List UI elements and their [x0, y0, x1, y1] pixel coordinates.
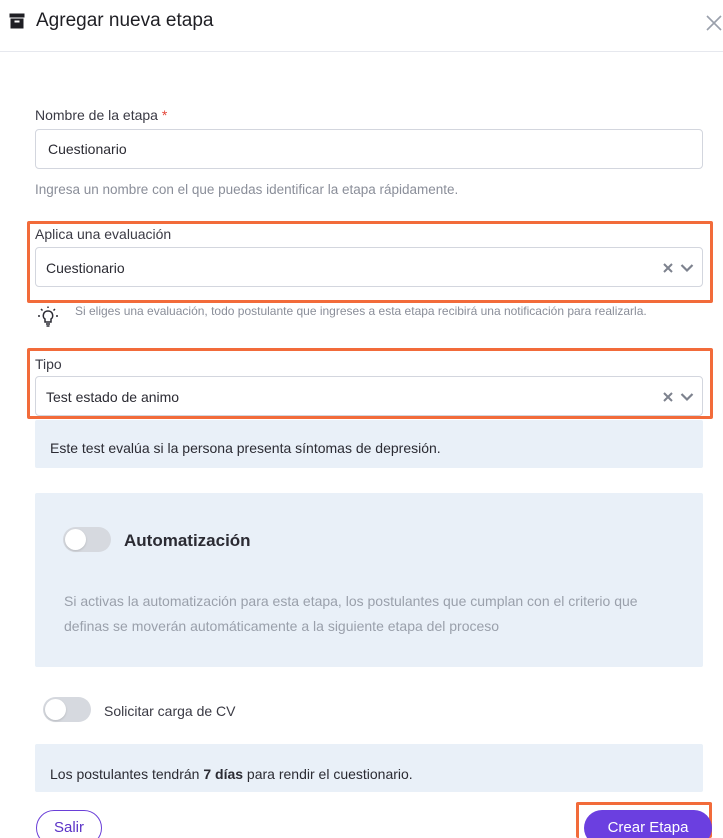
- stage-name-input[interactable]: [35, 129, 703, 169]
- clear-icon[interactable]: [662, 391, 674, 403]
- cv-request-label: Solicitar carga de CV: [104, 703, 236, 719]
- type-selected-value: Test estado de animo: [46, 389, 180, 405]
- deadline-suffix: para rendir el cuestionario.: [243, 766, 413, 782]
- archive-box-icon: [9, 13, 25, 29]
- toggle-knob: [45, 699, 66, 720]
- evaluation-hint: Si eliges una evaluación, todo postulante que ingreses a esta etapa recibirá una notificación para realizarla.: [75, 304, 647, 318]
- exit-button[interactable]: Salir: [36, 810, 102, 838]
- deadline-prefix: Los postulantes tendrán: [50, 766, 204, 782]
- stage-name-hint: Ingresa un nombre con el que puedas identificar la etapa rápidamente.: [35, 182, 459, 197]
- chevron-down-icon[interactable]: [680, 392, 694, 402]
- modal-title: Agregar nueva etapa: [36, 10, 214, 31]
- evaluation-label: Aplica una evaluación: [35, 226, 172, 242]
- type-label: Tipo: [35, 356, 62, 372]
- toggle-knob: [65, 529, 86, 550]
- create-stage-button[interactable]: Crear Etapa: [584, 810, 712, 838]
- evaluation-selected-value: Cuestionario: [46, 260, 125, 276]
- type-select[interactable]: [35, 376, 703, 416]
- automation-description: Si activas la automatización para esta etapa, los postulantes que cumplan con el criterio que definas se moverán automáticamente a la siguiente etapa del proceso: [64, 593, 638, 634]
- stage-name-label: [35, 107, 167, 123]
- deadline-days: 7 días: [203, 766, 244, 782]
- close-icon[interactable]: [705, 14, 723, 32]
- type-description: Este test evalúa si la persona presenta síntomas de depresión.: [50, 440, 441, 456]
- clear-icon[interactable]: [662, 262, 674, 274]
- stage-name-label-text: Nombre de la etapa: [35, 107, 158, 123]
- deadline-text: [50, 766, 413, 782]
- modal-header: [0, 0, 723, 52]
- cv-request-toggle[interactable]: [43, 697, 91, 722]
- required-mark: *: [161, 107, 168, 123]
- automation-box: [35, 493, 703, 667]
- chevron-down-icon[interactable]: [680, 263, 694, 273]
- automation-title: Automatización: [124, 531, 251, 550]
- automation-toggle[interactable]: [63, 527, 111, 552]
- type-description-box: [35, 420, 703, 468]
- deadline-box: [35, 744, 703, 792]
- lightbulb-icon: [36, 306, 60, 330]
- evaluation-select[interactable]: [35, 247, 703, 287]
